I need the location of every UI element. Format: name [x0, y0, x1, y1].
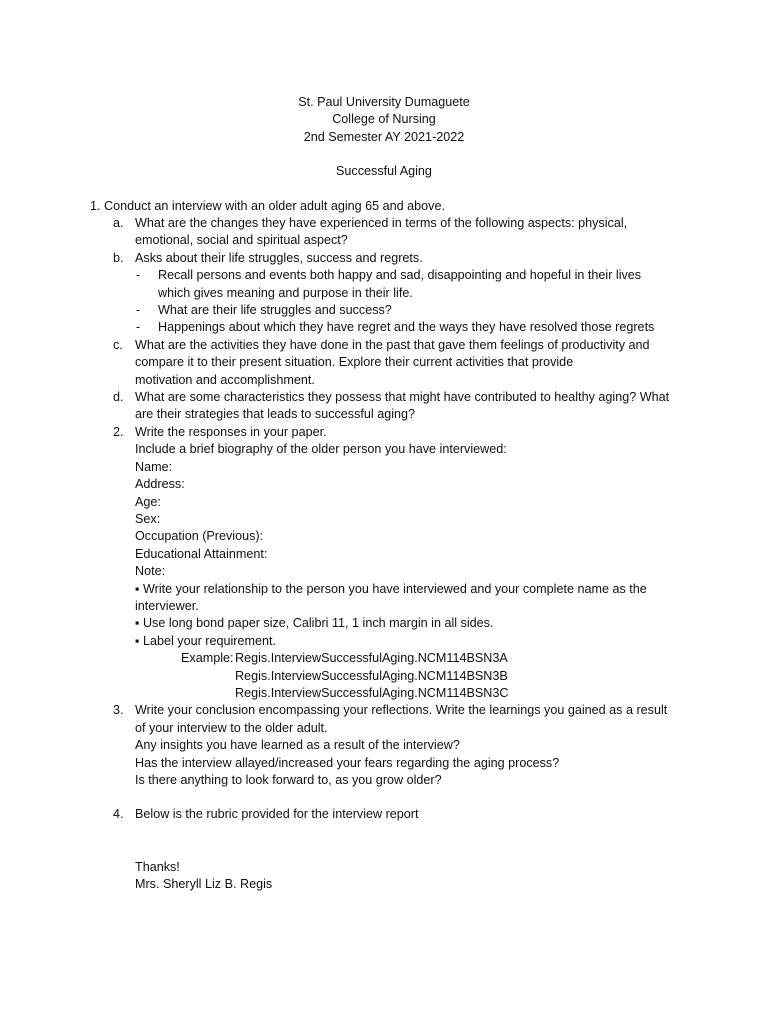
item-1a-line: emotional, social and spiritual aspect?	[135, 233, 348, 247]
note-item: ▪ Write your relationship to the person you have interviewed and your complete name as the	[135, 582, 647, 596]
item-1d-line: are their strategies that leads to successful aging?	[135, 407, 416, 421]
note-item: ▪ Label your requirement.	[135, 634, 276, 648]
bio-field-age: Age:	[135, 495, 161, 509]
bullet-dash: -	[136, 320, 141, 334]
example-filename: Regis.InterviewSuccessfulAging.NCM114BSN3C	[235, 686, 509, 700]
item-1c-label: c.	[113, 338, 123, 352]
closing-signature: Mrs. Sheryll Liz B. Regis	[135, 877, 273, 891]
bio-field-education: Educational Attainment:	[135, 547, 268, 561]
item-3-line: of your interview to the older adult.	[135, 721, 328, 735]
item-2-line: Write the responses in your paper.	[135, 425, 327, 439]
item-3-line: Is there anything to look forward to, as you grow older?	[135, 773, 442, 787]
document-title: Successful Aging	[336, 164, 432, 178]
note-item: ▪ Use long bond paper size, Calibri 11, 1 inch margin in all sides.	[135, 616, 494, 630]
item-1a-label: a.	[113, 216, 124, 230]
item-1a-line: What are the changes they have experienced in terms of the following aspects: physical,	[135, 216, 628, 230]
bio-field-address: Address:	[135, 477, 185, 491]
bio-field-occupation: Occupation (Previous):	[135, 529, 264, 543]
item-1c-line: compare it to their present situation. Explore their current activities that provide	[135, 355, 574, 369]
example-label: Example:	[181, 651, 234, 665]
semester-line: 2nd Semester AY 2021-2022	[303, 130, 465, 144]
item-1c-line: What are the activities they have done in the past that gave them feelings of productivity and	[135, 338, 650, 352]
bio-field-name: Name:	[135, 460, 173, 474]
item-1c-line: motivation and accomplishment.	[135, 373, 315, 387]
bullet-line: Happenings about which they have regret and the ways they have resolved those regrets	[158, 320, 655, 334]
university-name: St. Paul University Dumaguete	[298, 95, 470, 109]
item-1b-label: b.	[113, 251, 124, 265]
bullet-line: Recall persons and events both happy and sad, disappointing and hopeful in their lives	[158, 268, 642, 282]
item-1d-label: d.	[113, 390, 124, 404]
closing-thanks: Thanks!	[135, 860, 180, 874]
item-4-number: 4.	[113, 807, 124, 821]
bullet-line: which gives meaning and purpose in their life.	[158, 286, 413, 300]
bullet-dash: -	[136, 303, 141, 317]
item-3-number: 3.	[113, 703, 124, 717]
bullet-dash: -	[136, 268, 141, 282]
item-3-line: Write your conclusion encompassing your reflections. Write the learnings you gained as a result	[135, 703, 668, 717]
item-3-line: Any insights you have learned as a result of the interview?	[135, 738, 460, 752]
item-2-number: 2.	[113, 425, 124, 439]
bullet-line: What are their life struggles and success?	[158, 303, 392, 317]
item-1d-line: What are some characteristics they possess that might have contributed to healthy aging? What	[135, 390, 670, 404]
note-heading: Note:	[135, 564, 166, 578]
item-4-text: Below is the rubric provided for the interview report	[135, 807, 419, 821]
item-3-line: Has the interview allayed/increased your fears regarding the aging process?	[135, 756, 560, 770]
note-item: interviewer.	[135, 599, 199, 613]
item-2-line: Include a brief biography of the older person you have interviewed:	[135, 442, 507, 456]
example-filename: Regis.InterviewSuccessfulAging.NCM114BSN3A	[235, 651, 508, 665]
item-1-text: Conduct an interview with an older adult aging 65 and above.	[104, 199, 445, 213]
bio-field-sex: Sex:	[135, 512, 161, 526]
college-name: College of Nursing	[332, 112, 436, 126]
item-1b-text: Asks about their life struggles, success and regrets.	[135, 251, 423, 265]
item-1-number: 1.	[90, 199, 101, 213]
example-filename: Regis.InterviewSuccessfulAging.NCM114BSN3B	[235, 669, 508, 683]
